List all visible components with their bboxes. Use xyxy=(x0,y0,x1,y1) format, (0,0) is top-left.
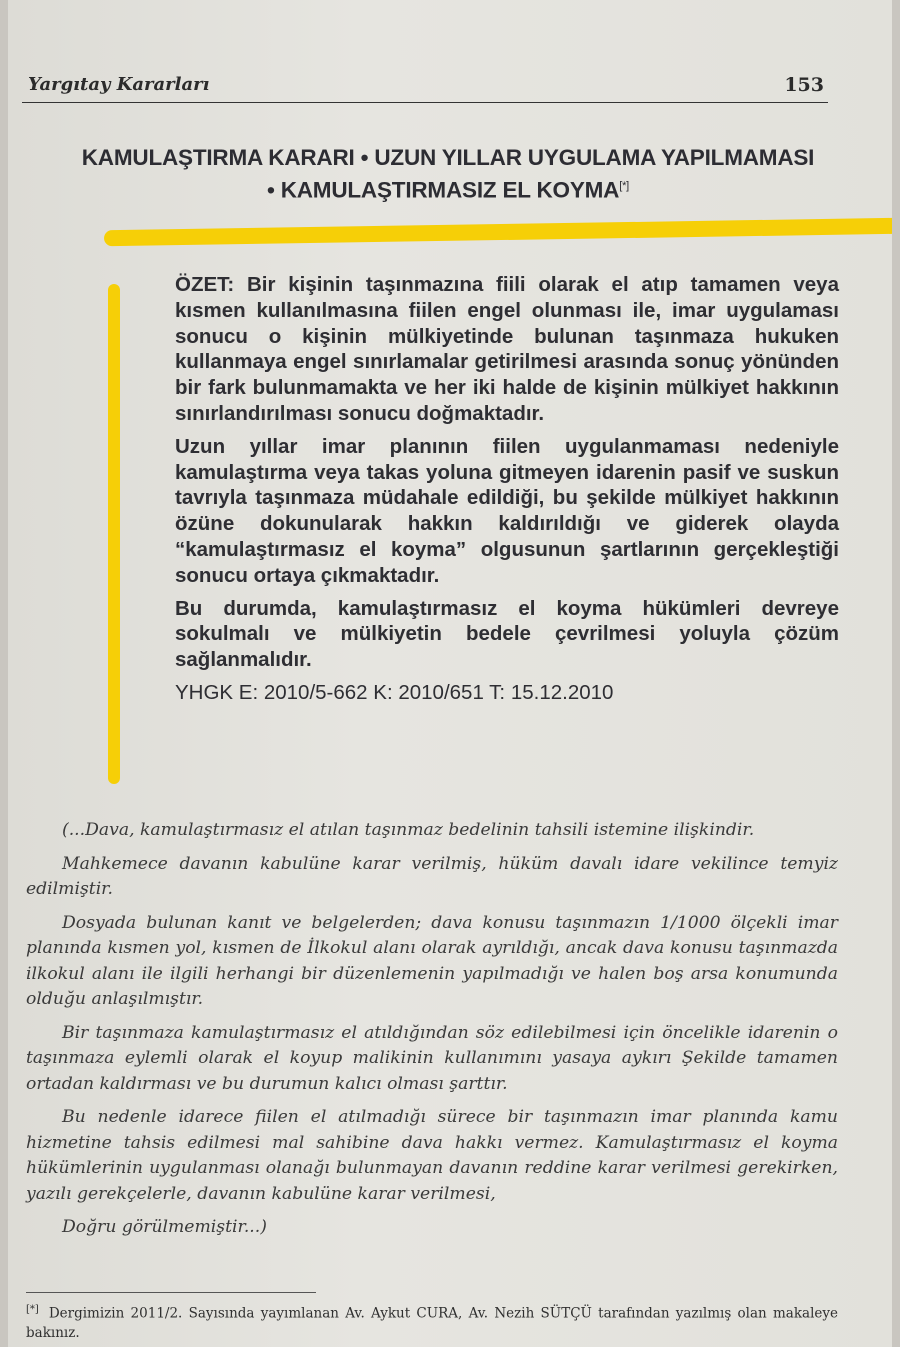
page-number: 153 xyxy=(784,74,824,96)
summary-paragraph-3: Bu durumda, kamulaştırmasız el koyma hükümleri devreye sokulmalı ve mülkiyetin bedele çevrilmesi yoluyla çözüm sağlanmalıdır. xyxy=(175,596,839,672)
running-header xyxy=(22,72,828,103)
book-page xyxy=(8,0,892,1347)
running-title: Yargıtay Kararları xyxy=(28,74,210,95)
footnote-mark: [*] xyxy=(26,1304,39,1315)
body-paragraph-3: Dosyada bulunan kanıt ve belgelerden; dava konusu taşınmazın 1/1000 ölçekli imar planında kısmen yol, kısmen de İlkokul alanı olarak ayrıldığı, ancak dava konusu taşınmazda ilkokul alanı ile ilgili herhangi bir düzenlemenin yapılmadığı ve halen boş arsa konumunda olduğu anlaşılmıştır. xyxy=(26,912,838,1009)
summary-paragraph-2: Uzun yıllar imar planının fiilen uygulanmaması nedeniyle kamulaştırma veya takas yoluna gitmeyen idarenin pasif ve suskun tavrıyla taşınmaza müdahale edildiği, bu şekilde mülkiyet hakkının özüne dokunularak hakkın kaldırıldığı ve giderek olayda “kamulaştırmasız el koyma” olgusunun şartlarının gerçekleştiği sonucu ortaya çıkmaktadır. xyxy=(175,434,839,587)
footnote-text: Dergimizin 2011/2. Sayısında yayımlanan Av. Aykut CURA, Av. Nezih SÜTÇÜ tarafından yazılmış olan makaleye bakınız. xyxy=(26,1305,838,1341)
title-footnote-mark: [*] xyxy=(619,180,630,192)
summary-paragraph-1: ÖZET: Bir kişinin taşınmazına fiili olarak el atıp tamamen veya kısmen kullanılmasına fiilen engel olunması ile, imar uygulaması sonucu o kişinin mülkiyetinde bulunan taşınmaza hukuken kullanmaya engel sınırlamalar getirilmesi arasında sonuç yönünden bir fark bulunmamakta ve her iki halde de kişinin mülkiyet hakkının sınırlandırılması sonucu doğmaktadır. xyxy=(175,273,839,425)
body-paragraph-5: Bu nedenle idarece fiilen el atılmadığı sürece bir taşınmazın imar planında kamu hizmetine tahsis edilmesi mal sahibine dava hakkı vermez. Kamulaştırmasız el koyma hükümlerinin uygulanması olanağı bulunmayan davanın reddine karar verilmesi gerekirken, yazılı gerekçelerle, davanın kabulüne karar verilmesi, xyxy=(26,1107,838,1204)
article-title-text: KAMULAŞTIRMA KARARI • UZUN YILLAR UYGULAMA YAPILMAMASI • KAMULAŞTIRMASIZ EL KOYMA xyxy=(81,145,815,203)
decision-body xyxy=(26,818,838,1249)
body-paragraph-1: (...Dava, kamulaştırmasız el atılan taşınmaz bedelinin tahsili istemine ilişkindir. xyxy=(62,820,755,840)
body-paragraph-6: Doğru görülmemiştir...) xyxy=(62,1217,267,1237)
footnote xyxy=(26,1300,838,1343)
highlighter-stroke-horizontal xyxy=(104,218,892,247)
summary-block xyxy=(175,272,839,713)
body-paragraph-4: Bir taşınmaza kamulaştırmasız el atıldığından söz edilebilmesi için öncelikle idarenin o taşınmaza eylemli olarak el koyup malikinin kullanımını yasaya aykırı Şekilde tamamen ortadan kaldırması ve bu durumun kalıcı olması şarttır. xyxy=(26,1022,838,1094)
footnote-divider xyxy=(26,1292,316,1293)
body-paragraph-2: Mahkemece davanın kabulüne karar verilmiş, hüküm davalı idare vekilince temyiz edilmiştir. xyxy=(26,853,838,899)
article-title xyxy=(78,144,818,205)
court-citation: YHGK E: 2010/5-662 K: 2010/651 T: 15.12.2010 xyxy=(175,680,614,704)
highlighter-stroke-vertical xyxy=(108,284,120,784)
